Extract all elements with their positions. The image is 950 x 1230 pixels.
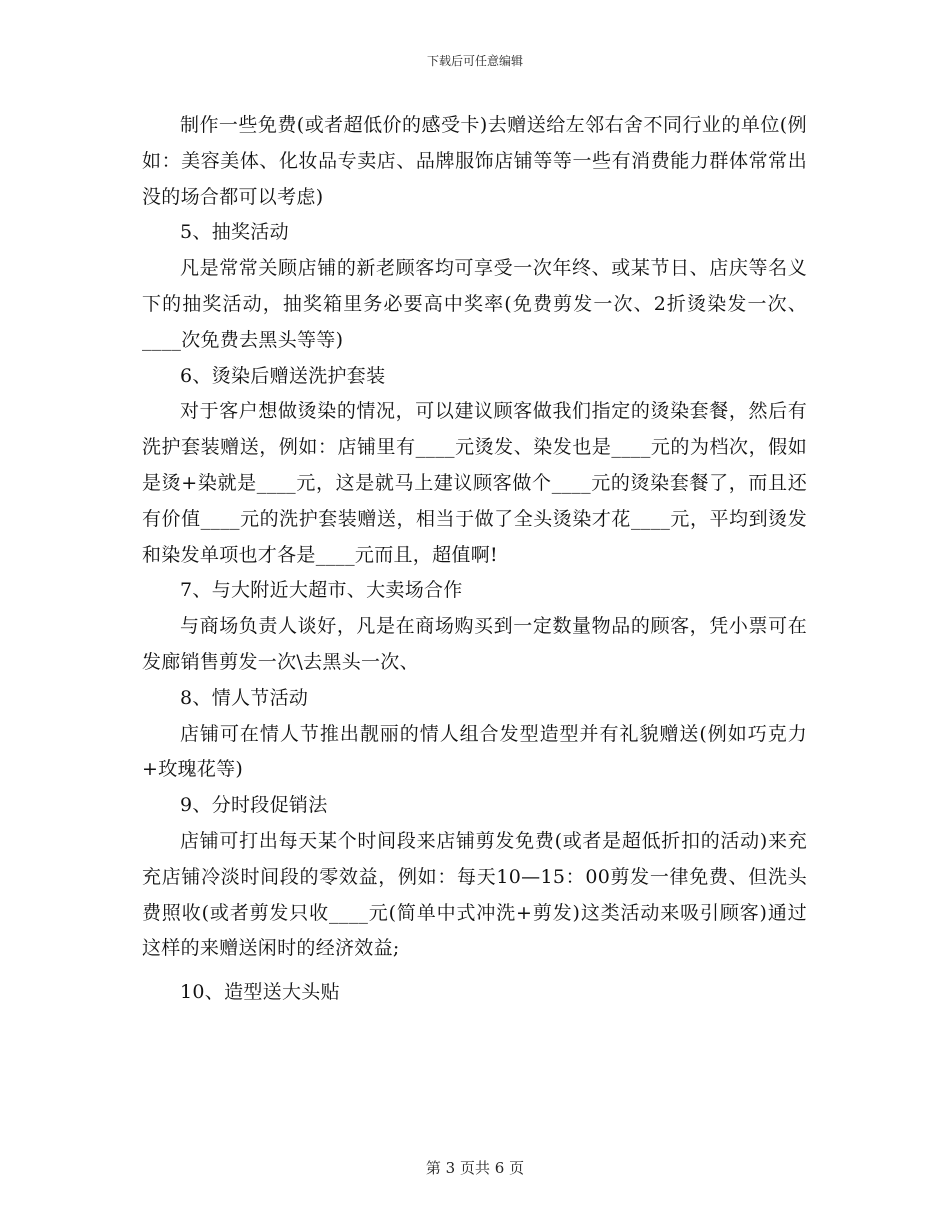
section-heading-8: 8、情人节活动 — [180, 686, 309, 709]
section-heading-5: 5、抽奖活动 — [180, 221, 289, 244]
section-heading-6: 6、烫染后赠送洗护套装 — [180, 364, 386, 387]
paragraph-section-6: 对于客户想做烫染的情况，可以建议顾客做我们指定的烫染套餐，然后有洗护套装赠送，例如：店铺里有____元烫发、染发也是____元的为档次，假如是烫+染就是____元，这是就马上建议顾客做个____元的烫染套餐了，而且还有价值____元的洗护套装赠送，相当于做了全头烫染才花____元，平均到烫发和染发单项也才各是____元而且，超值啊! — [142, 400, 807, 566]
paragraph-section-9: 店铺可打出每天某个时间段来店铺剪发免费(或者是超低折扣的活动)来充充店铺冷淡时间段的零效益，例如：每天10—15：00剪发一律免费、但洗头费照收(或者剪发只收____元(简单中式冲洗+剪发)这类活动来吸引顾客)通过这样的来赠送闲时的经济效益; — [142, 829, 807, 960]
section-heading-7: 7、与大附近大超市、大卖场合作 — [180, 579, 463, 602]
section-heading-9: 9、分时段促销法 — [180, 794, 328, 817]
section-heading-10: 10、造型送大头贴 — [180, 981, 340, 1004]
page-number-footer: 第 3 页共 6 页 — [425, 1159, 525, 1177]
paragraph-intro: 制作一些免费(或者超低价的感受卡)去赠送给左邻右舍不同行业的单位(例如：美容美体、化妆品专卖店、品牌服饰店铺等等一些有消费能力群体常常出没的场合都可以考虑) — [142, 114, 807, 208]
paragraph-section-7: 与商场负责人谈好，凡是在商场购买到一定数量物品的顾客，凭小票可在发廊销售剪发一次\去黑头一次、 — [142, 615, 807, 673]
page-header: 下载后可任意编辑 — [426, 54, 523, 68]
paragraph-section-5: 凡是常常关顾店铺的新老顾客均可享受一次年终、或某节日、店庆等名义下的抽奖活动，抽奖箱里务必要高中奖率(免费剪发一次、2折烫染发一次、____次免费去黑头等等) — [142, 257, 807, 351]
paragraph-section-8: 店铺可在情人节推出靓丽的情人组合发型造型并有礼貌赠送(例如巧克力+玫瑰花等) — [142, 722, 807, 781]
document-body — [142, 108, 807, 1011]
